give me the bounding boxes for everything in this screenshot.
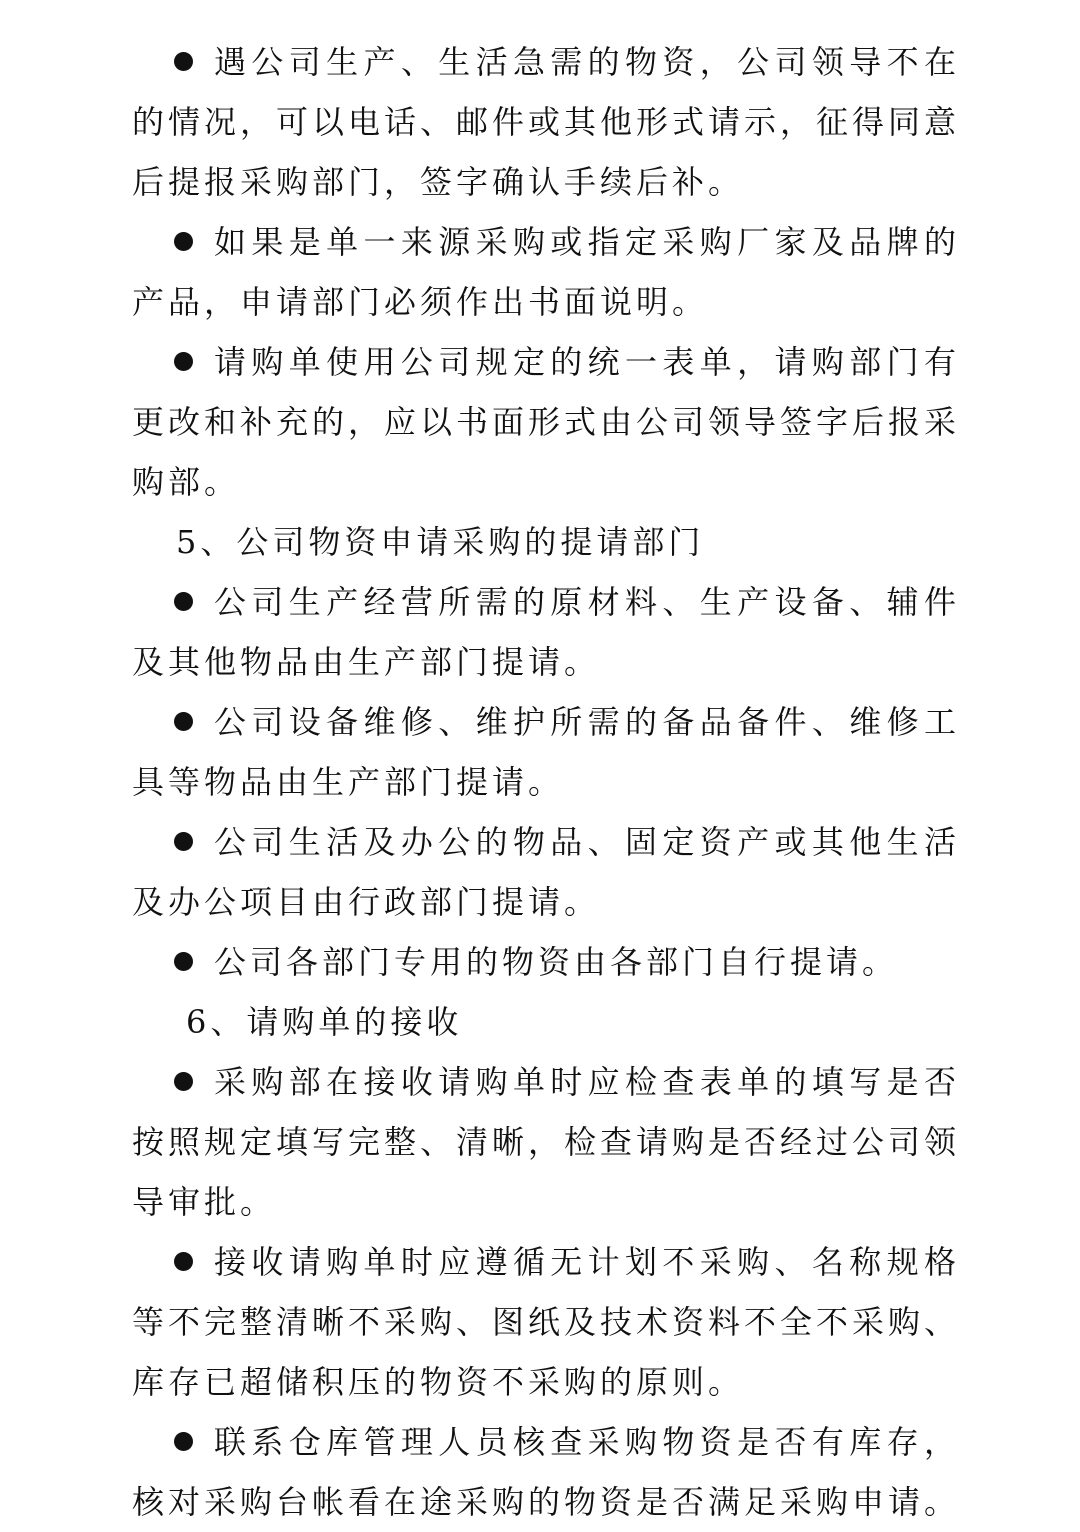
- bullet-paragraph: [132, 932, 960, 992]
- bullet-text: 公司设备维修、维护所需的备品备件、维修工具等物品由生产部门提请。: [132, 703, 960, 801]
- bullet-dot-icon: [174, 1432, 193, 1451]
- section-heading: 6、请购单的接收: [186, 1003, 463, 1041]
- bullet-text: 如果是单一来源采购或指定采购厂家及品牌的产品，申请部门必须作出书面说明。: [132, 223, 960, 321]
- bullet-dot-icon: [174, 712, 193, 731]
- bullet-dot-icon: [174, 952, 193, 971]
- bullet-text: 接收请购单时应遵循无计划不采购、名称规格等不完整清晰不采购、图纸及技术资料不全不采购、库存已超储积压的物资不采购的原则。: [132, 1243, 961, 1401]
- bullet-text: 请购单使用公司规定的统一表单，请购部门有更改和补充的，应以书面形式由公司领导签字后报采购部。: [132, 343, 961, 501]
- bullet-dot-icon: [174, 52, 193, 71]
- bullet-text: 遇公司生产、生活急需的物资，公司领导不在的情况，可以电话、邮件或其他形式请示，征得同意后提报采购部门，签字确认手续后补。: [132, 43, 961, 201]
- bullet-paragraph: [132, 212, 960, 332]
- section-heading: 5、公司物资申请采购的提请部门: [176, 523, 705, 561]
- bullet-dot-icon: [174, 232, 193, 251]
- bullet-paragraph: [132, 1052, 960, 1232]
- bullet-dot-icon: [174, 832, 193, 851]
- bullet-dot-icon: [174, 1252, 193, 1271]
- bullet-paragraph: [132, 32, 960, 212]
- bullet-text: 联系仓库管理人员核查采购物资是否有库存，核对采购台帐看在途采购的物资是否满足采购申请。: [132, 1423, 961, 1521]
- bullet-paragraph: [132, 1232, 960, 1412]
- bullet-dot-icon: [174, 352, 193, 371]
- bullet-paragraph: [132, 812, 960, 932]
- bullet-text: 采购部在接收请购单时应检查表单的填写是否按照规定填写完整、清晰，检查请购是否经过公司领导审批。: [132, 1063, 961, 1221]
- bullet-dot-icon: [174, 1072, 193, 1091]
- bullet-paragraph: [132, 572, 960, 692]
- bullet-text: 公司生产经营所需的原材料、生产设备、辅件及其他物品由生产部门提请。: [132, 583, 960, 681]
- bullet-dot-icon: [174, 592, 193, 611]
- bullet-paragraph: [132, 1412, 960, 1532]
- bullet-paragraph: [132, 332, 960, 512]
- bullet-text: 公司生活及办公的物品、固定资产或其他生活及办公项目由行政部门提请。: [132, 823, 960, 921]
- bullet-paragraph: [132, 692, 960, 812]
- bullet-text: 公司各部门专用的物资由各部门自行提请。: [214, 943, 899, 981]
